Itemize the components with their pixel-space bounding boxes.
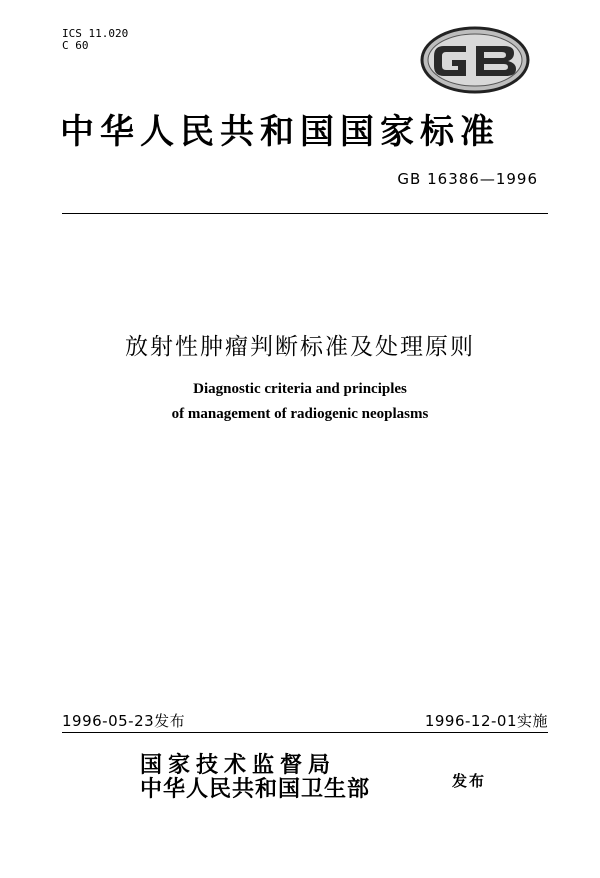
publish-label: 发布	[452, 772, 487, 790]
issuer-line-1: 国家技术监督局	[140, 752, 337, 778]
gb-logo-graphic	[420, 26, 530, 94]
bottom-divider	[62, 732, 548, 733]
issue-date: 1996-05-23发布	[62, 712, 186, 730]
document-title-en-line1: Diagnostic criteria and principles	[193, 381, 407, 397]
gb-logo	[420, 26, 530, 94]
document-title-cn: 放射性肿瘤判断标准及处理原则	[125, 334, 475, 360]
standard-title: 中华人民共和国国家标准	[60, 112, 500, 152]
issuer-line-2: 中华人民共和国卫生部	[140, 776, 371, 802]
top-divider	[62, 213, 548, 214]
document-title-en-line2: of management of radiogenic neoplasms	[171, 406, 429, 422]
ics-code: ICS 11.020	[62, 27, 129, 40]
standard-number: GB 16386—1996	[397, 170, 538, 188]
implementation-date: 1996-12-01实施	[424, 712, 548, 730]
ccs-code: C 60	[62, 39, 89, 52]
